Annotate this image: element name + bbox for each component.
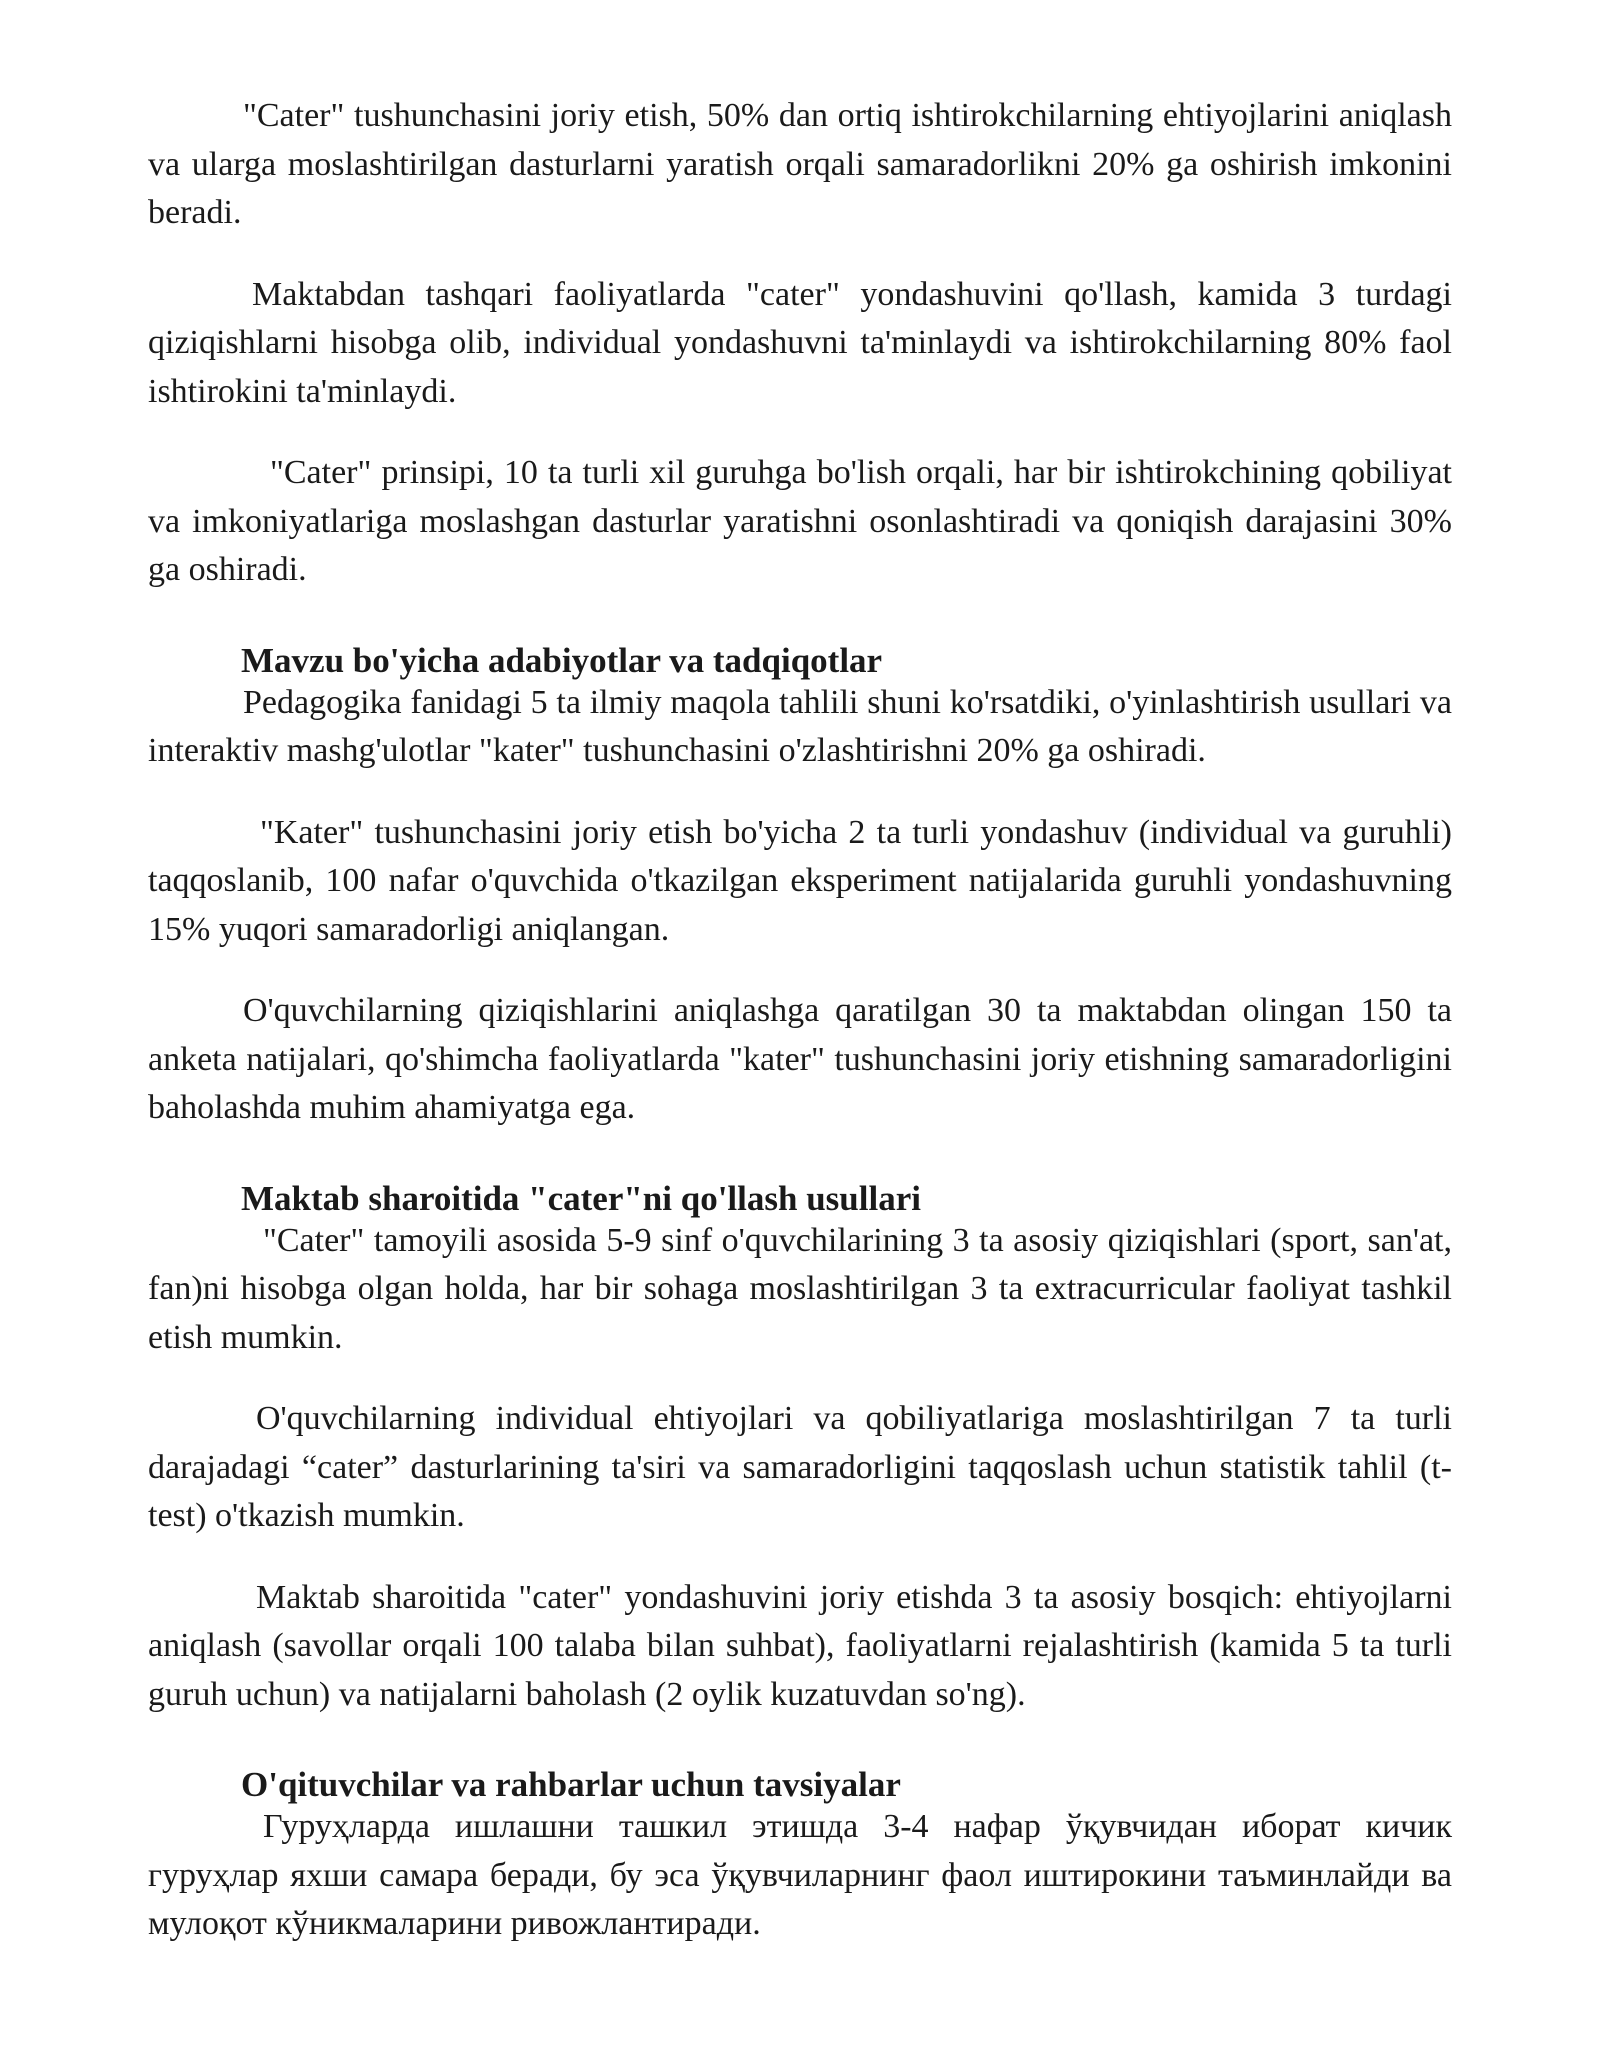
section-heading-recommendations: O'qituvchilar va rahbarlar uchun tavsiyalar	[241, 1765, 901, 1804]
methods-paragraph-1: "Cater" tamoyili asosida 5-9 sinf o'quvchilarining 3 ta asosiy qiziqishlari (sport, san'at, fan)ni hisobga olgan holda, har bir sohaga moslashtirilgan 3 ta extracurricular faoliyat tashkil etish mumkin.	[148, 1221, 1452, 1356]
methods-paragraph-3: Maktab sharoitida "cater" yondashuvini joriy etishda 3 ta asosiy bosqich: ehtiyojlarni aniqlash (savollar orqali 100 talaba bilan suhbat), faoliyatlarni rejalashtirish (kamida 5 ta turli guruh uchun) va natijalarni baholash (2 oylik kuzatuvdan so'ng).	[148, 1578, 1452, 1713]
literature-paragraph-2: "Kater" tushunchasini joriy etish bo'yicha 2 ta turli yondashuv (individual va guruhli) taqqoslanib, 100 nafar o'quvchida o'tkazilgan eksperiment natijalarida guruhli yondashuvning 15% yuqori samaradorligi aniqlangan.	[148, 813, 1452, 948]
intro-paragraph-3: "Cater" prinsipi, 10 ta turli xil guruhga bo'lish orqali, har bir ishtirokchining qobiliyat va imkoniyatlariga moslashgan dasturlar yaratishni osonlashtiradi va qoniqish darajasini 30% ga oshiradi.	[148, 454, 1452, 588]
intro-paragraph-1: "Cater" tushunchasini joriy etish, 50% dan ortiq ishtirokchilarning ehtiyojlarini aniqlash va ularga moslashtirilgan dasturlarni yaratish orqali samaradorlikni 20% ga oshirish imkonini beradi.	[148, 97, 1452, 231]
literature-paragraph-1: Pedagogika fanidagi 5 ta ilmiy maqola tahlili shuni ko'rsatdiki, o'yinlashtirish usullari va interaktiv mashg'ulotlar "kater" tushunchasini o'zlashtirishni 20% ga oshiradi.	[148, 683, 1452, 769]
recommendations-paragraph-1: Гуруҳларда ишлашни ташкил этишда 3-4 нафар ўқувчидан иборат кичик гуруҳлар яхши самара беради, бу эса ўқувчиларнинг фаол иштирокини таъминлайди ва мулоқот кўникмаларини ривожлантиради.	[148, 1808, 1452, 1942]
document-page	[148, 92, 1452, 1949]
intro-paragraph-2: Maktabdan tashqari faoliyatlarda "cater" yondashuvini qo'llash, kamida 3 turdagi qiziqishlarni hisobga olib, individual yondashuvni ta'minlaydi va ishtirokchilarning 80% faol ishtirokini ta'minlaydi.	[148, 275, 1452, 410]
section-heading-methods: Maktab sharoitida "cater"ni qo'llash usullari	[241, 1178, 921, 1218]
methods-paragraph-2: O'quvchilarning individual ehtiyojlari va qobiliyatlariga moslashtirilgan 7 ta turli darajadagi “cater” dasturlarining ta'siri va samaradorligini taqqoslash uchun statistik tahlil (t-test) o'tkazish mumkin.	[148, 1400, 1452, 1534]
literature-paragraph-3: O'quvchilarning qiziqishlarini aniqlashga qaratilgan 30 ta maktabdan olingan 150 ta anketa natijalari, qo'shimcha faoliyatlarda "kater" tushunchasini joriy etishning samaradorligini baholashda muhim ahamiyatga ega.	[148, 992, 1452, 1126]
section-heading-literature: Mavzu bo'yicha adabiyotlar va tadqiqotlar	[241, 640, 883, 680]
